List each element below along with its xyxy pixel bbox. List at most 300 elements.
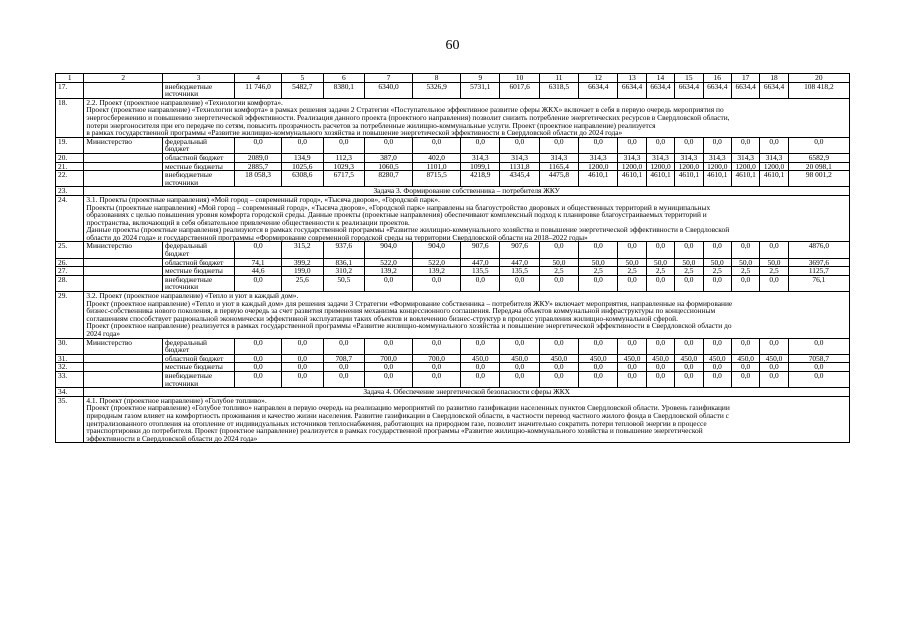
table-row [56, 153, 850, 162]
description-line: потери энергоносителя при его передаче по сетям, повысить прозрачность расчетов за потребленные жилищно-коммунальные услуги. Проект (проектное направление) реализуется [86, 120, 656, 130]
value-cell: 44,6 [235, 267, 282, 276]
value-cell: 199,0 [282, 267, 324, 276]
value-cell: 2885,7 [235, 162, 282, 171]
funding-source-cell: областной бюджет [163, 153, 235, 162]
value-cell: 450,0 [539, 354, 578, 363]
value-cell: 4610,1 [731, 171, 759, 187]
value-cell: 450,0 [646, 354, 674, 363]
value-cell: 399,2 [282, 258, 324, 267]
responsible-cell [84, 354, 163, 363]
value-cell: 0,0 [618, 338, 646, 354]
value-cell: 0,0 [703, 338, 731, 354]
value-cell: 0,0 [760, 275, 788, 291]
project-description-row [56, 195, 850, 242]
description-line: 2.2. Проект (проектное направление) «Технологии комфорта». [86, 98, 283, 107]
total-cell: 76,1 [788, 275, 849, 291]
value-cell: 0,0 [235, 371, 282, 387]
value-cell: 700,0 [365, 354, 413, 363]
value-cell: 2,5 [703, 267, 731, 276]
row-index: 34. [56, 388, 84, 397]
value-cell: 0,0 [323, 363, 365, 372]
description-line: в рамках государственной программы «Развитие жилищно-коммунального хозяйства и повышение энергетической эффективности в Свердловской области до 2024 года» [86, 128, 623, 138]
column-number: 18 [760, 74, 788, 83]
value-cell: 314,3 [618, 153, 646, 162]
value-cell: 450,0 [760, 354, 788, 363]
column-number: 15 [675, 74, 703, 83]
table-row [56, 275, 850, 291]
project-description [84, 98, 850, 137]
value-cell: 0,0 [413, 338, 461, 354]
value-cell: 0,0 [579, 363, 618, 372]
row-index: 33. [56, 371, 84, 387]
value-cell: 6634,4 [646, 82, 674, 98]
value-cell: 0,0 [760, 371, 788, 387]
value-cell: 2,5 [731, 267, 759, 276]
responsible-cell [84, 275, 163, 291]
value-cell: 0,0 [760, 338, 788, 354]
row-index: 18. [56, 98, 84, 137]
row-index: 28. [56, 275, 84, 291]
value-cell: 0,0 [235, 137, 282, 153]
description-line: Проекты (проектные направления) «Мой город – современный город», «Тысяча дворов», «Городской парк» направлены на благоустройство дворовых и общественных территорий в муниципальных [86, 202, 711, 212]
value-cell: 0,0 [500, 363, 539, 372]
value-cell: 0,0 [539, 275, 578, 291]
value-cell: 836,1 [323, 258, 365, 267]
value-cell: 4610,1 [618, 171, 646, 187]
value-cell: 314,3 [539, 153, 578, 162]
value-cell: 6318,5 [539, 82, 578, 98]
funding-source-cell: внебюджетные источники [163, 171, 235, 187]
value-cell: 450,0 [579, 354, 618, 363]
value-cell: 2089,0 [235, 153, 282, 162]
value-cell: 50,0 [618, 258, 646, 267]
value-cell: 0,0 [675, 242, 703, 258]
column-number: 17 [731, 74, 759, 83]
value-cell: 0,0 [618, 137, 646, 153]
value-cell: 6634,4 [675, 82, 703, 98]
value-cell: 0,0 [703, 137, 731, 153]
total-cell: 0,0 [788, 338, 849, 354]
header-row [56, 74, 850, 83]
responsible-cell [84, 371, 163, 387]
value-cell: 708,7 [323, 354, 365, 363]
table-row [56, 137, 850, 153]
value-cell: 0,0 [731, 338, 759, 354]
funding-source-cell: местные бюджеты [163, 267, 235, 276]
column-number: 2 [84, 74, 163, 83]
funding-source-cell: внебюджетные источники [163, 371, 235, 387]
value-cell: 50,0 [646, 258, 674, 267]
value-cell: 0,0 [365, 338, 413, 354]
responsible-cell [84, 82, 163, 98]
page-number: 60 [445, 38, 460, 53]
column-number: 3 [163, 74, 235, 83]
value-cell: 937,6 [323, 242, 365, 258]
table-row [56, 162, 850, 171]
column-number: 13 [618, 74, 646, 83]
value-cell: 4218,9 [461, 171, 500, 187]
value-cell: 314,3 [675, 153, 703, 162]
value-cell: 0,0 [760, 363, 788, 372]
table-row [56, 338, 850, 354]
value-cell: 5326,9 [413, 82, 461, 98]
value-cell: 0,0 [731, 242, 759, 258]
value-cell: 0,0 [579, 371, 618, 387]
value-cell: 0,0 [413, 137, 461, 153]
value-cell: 1200,0 [675, 162, 703, 171]
value-cell: 0,0 [703, 275, 731, 291]
description-line: энергосбережению и повышению энергетической эффективности. Реализация данного проекта (проектного направления) позволит снизить потребление энергетических ресурсов в Свердловской области, [86, 112, 730, 122]
task-title: Задача 3. Формирование собственника – потребителя ЖКУ [84, 187, 850, 196]
column-number: 14 [646, 74, 674, 83]
responsible-cell [84, 153, 163, 162]
description-line: Данные проекты (проектные направления) реализуются в рамках государственной программы «Развитие жилищно-коммунального хозяйства и повышение энергетической эффективности в Свердловской [86, 225, 730, 235]
value-cell: 134,9 [282, 153, 324, 162]
table-row [56, 171, 850, 187]
value-cell: 522,0 [413, 258, 461, 267]
row-index: 21. [56, 162, 84, 171]
funding-source-cell: областной бюджет [163, 354, 235, 363]
total-cell: 1125,7 [788, 267, 849, 276]
value-cell: 0,0 [461, 338, 500, 354]
value-cell: 0,0 [323, 338, 365, 354]
description-line: 2024 года» [86, 329, 121, 338]
task-title: Задача 4. Обеспечение энергетической безопасности сферы ЖКХ [84, 388, 850, 397]
value-cell: 0,0 [731, 371, 759, 387]
description-line: пространства, включающий в себя обязательное привлечение общественности к реализации проектов. [86, 217, 410, 227]
row-index: 20. [56, 153, 84, 162]
value-cell: 402,0 [413, 153, 461, 162]
value-cell: 310,2 [323, 267, 365, 276]
funding-source-cell: внебюджетные источники [163, 275, 235, 291]
description-line: бизнес-собственника нового поколения, в первую очередь за счет развития применения механизма концессионного соглашения. Передача объектов коммунальной инфраструктуры по концессионным [86, 306, 716, 316]
value-cell: 0,0 [675, 338, 703, 354]
value-cell: 450,0 [703, 354, 731, 363]
total-cell: 0,0 [788, 137, 849, 153]
value-cell: 314,3 [646, 153, 674, 162]
value-cell: 8280,7 [365, 171, 413, 187]
column-number: 8 [413, 74, 461, 83]
value-cell: 0,0 [618, 371, 646, 387]
value-cell: 4475,8 [539, 171, 578, 187]
value-cell: 907,6 [500, 242, 539, 258]
value-cell: 0,0 [500, 275, 539, 291]
value-cell: 0,0 [731, 363, 759, 372]
value-cell: 0,0 [413, 371, 461, 387]
value-cell: 0,0 [500, 338, 539, 354]
value-cell: 4610,1 [703, 171, 731, 187]
value-cell: 6634,4 [731, 82, 759, 98]
value-cell: 0,0 [539, 371, 578, 387]
value-cell: 0,0 [675, 137, 703, 153]
value-cell: 1060,5 [365, 162, 413, 171]
value-cell: 6717,5 [323, 171, 365, 187]
value-cell: 314,3 [703, 153, 731, 162]
value-cell: 2,5 [760, 267, 788, 276]
value-cell: 6634,4 [760, 82, 788, 98]
description-line: 4.1. Проект (проектное направление) «Голубое топливо». [86, 396, 267, 405]
project-description [84, 396, 850, 443]
value-cell: 139,2 [365, 267, 413, 276]
value-cell: 0,0 [461, 275, 500, 291]
value-cell: 0,0 [675, 371, 703, 387]
responsible-cell [84, 267, 163, 276]
total-cell: 0,0 [788, 363, 849, 372]
value-cell: 0,0 [235, 242, 282, 258]
project-description [84, 195, 850, 242]
project-description [84, 292, 850, 339]
value-cell: 4610,1 [646, 171, 674, 187]
value-cell: 6308,6 [282, 171, 324, 187]
value-cell: 387,0 [365, 153, 413, 162]
value-cell: 0,0 [235, 354, 282, 363]
value-cell: 0,0 [760, 137, 788, 153]
funding-source-cell: федеральный бюджет [163, 137, 235, 153]
value-cell: 0,0 [461, 371, 500, 387]
value-cell: 4610,1 [675, 171, 703, 187]
value-cell: 0,0 [323, 137, 365, 153]
value-cell: 11 746,0 [235, 82, 282, 98]
value-cell: 700,0 [413, 354, 461, 363]
responsible-cell [84, 363, 163, 372]
value-cell: 450,0 [461, 354, 500, 363]
value-cell: 0,0 [461, 137, 500, 153]
value-cell: 450,0 [675, 354, 703, 363]
column-number: 5 [282, 74, 324, 83]
value-cell: 450,0 [500, 354, 539, 363]
value-cell: 2,5 [675, 267, 703, 276]
description-line: области до 2024 года» и государственной программы «Формирование современной городской среды на территории Свердловской области на 2018–2022 годы» [86, 232, 588, 242]
value-cell: 1131,8 [500, 162, 539, 171]
total-cell: 98 001,2 [788, 171, 849, 187]
description-line: соглашениям способствует рациональной экономически эффективной эксплуатации таких объектов и вовлечению бизнес-структур в процесс управления жилищно-коммунальной сферой. [86, 313, 678, 323]
value-cell: 522,0 [365, 258, 413, 267]
value-cell: 0,0 [675, 275, 703, 291]
table-row [56, 267, 850, 276]
responsible-cell: Министерство [84, 338, 163, 354]
value-cell: 0,0 [235, 363, 282, 372]
value-cell: 0,0 [282, 137, 324, 153]
column-number: 20 [788, 74, 849, 83]
value-cell: 447,0 [461, 258, 500, 267]
value-cell: 5731,1 [461, 82, 500, 98]
responsible-cell: Министерство [84, 242, 163, 258]
row-index: 32. [56, 363, 84, 372]
row-index: 23. [56, 187, 84, 196]
value-cell: 50,0 [731, 258, 759, 267]
value-cell: 447,0 [500, 258, 539, 267]
table-row [56, 371, 850, 387]
value-cell: 0,0 [618, 275, 646, 291]
value-cell: 0,0 [413, 275, 461, 291]
description-line: 3.1. Проекты (проектные направления) «Мой город – современный город», «Тысяча дворов», «Городской парк». [86, 195, 440, 204]
value-cell: 1200,0 [731, 162, 759, 171]
value-cell: 0,0 [539, 338, 578, 354]
value-cell: 0,0 [646, 371, 674, 387]
column-number: 9 [461, 74, 500, 83]
value-cell: 0,0 [646, 363, 674, 372]
value-cell: 4345,4 [500, 171, 539, 187]
value-cell: 0,0 [703, 371, 731, 387]
value-cell: 6634,4 [579, 82, 618, 98]
row-index: 22. [56, 171, 84, 187]
funding-source-cell: федеральный бюджет [163, 338, 235, 354]
row-index: 26. [56, 258, 84, 267]
value-cell: 1200,0 [646, 162, 674, 171]
funding-source-cell: местные бюджеты [163, 162, 235, 171]
row-index: 25. [56, 242, 84, 258]
task-row [56, 388, 850, 397]
value-cell: 0,0 [579, 338, 618, 354]
value-cell: 1200,0 [760, 162, 788, 171]
value-cell: 0,0 [282, 354, 324, 363]
value-cell: 1029,3 [323, 162, 365, 171]
value-cell: 1200,0 [703, 162, 731, 171]
description-line: транспортировки до потребителя. Проект (проектное направление) реализуется в рамках государственной программы «Развитие жилищно-коммунального хозяйства и повышение энергетической [86, 426, 703, 436]
value-cell: 0,0 [618, 363, 646, 372]
project-description-row [56, 396, 850, 443]
value-cell: 135,5 [461, 267, 500, 276]
value-cell: 1165,4 [539, 162, 578, 171]
row-index: 27. [56, 267, 84, 276]
total-cell: 3697,6 [788, 258, 849, 267]
column-number: 12 [579, 74, 618, 83]
value-cell: 904,0 [365, 242, 413, 258]
value-cell: 0,0 [579, 137, 618, 153]
table-row [56, 82, 850, 98]
value-cell: 139,2 [413, 267, 461, 276]
row-index: 19. [56, 137, 84, 153]
value-cell: 0,0 [539, 242, 578, 258]
value-cell: 0,0 [539, 363, 578, 372]
column-number: 10 [500, 74, 539, 83]
value-cell: 0,0 [646, 275, 674, 291]
value-cell: 0,0 [235, 275, 282, 291]
value-cell: 18 058,3 [235, 171, 282, 187]
value-cell: 314,3 [760, 153, 788, 162]
column-number: 4 [235, 74, 282, 83]
row-index: 35. [56, 396, 84, 443]
value-cell: 0,0 [365, 275, 413, 291]
value-cell: 1101,0 [413, 162, 461, 171]
value-cell: 0,0 [703, 242, 731, 258]
value-cell: 314,3 [579, 153, 618, 162]
value-cell: 50,0 [675, 258, 703, 267]
description-line: Проект (проектное направление) «Голубое топливо» направлен в первую очередь на реализацию мероприятий по развитию газификации населенных пунктов Свердловской области. Уровень газификации [86, 403, 730, 413]
value-cell: 25,6 [282, 275, 324, 291]
value-cell: 6340,0 [365, 82, 413, 98]
value-cell: 6634,4 [703, 82, 731, 98]
responsible-cell [84, 171, 163, 187]
value-cell: 0,0 [365, 371, 413, 387]
funding-source-cell: федеральный бюджет [163, 242, 235, 258]
total-cell: 7058,7 [788, 354, 849, 363]
total-cell: 6582,9 [788, 153, 849, 162]
funding-source-cell: внебюджетные источники [163, 82, 235, 98]
value-cell: 112,3 [323, 153, 365, 162]
value-cell: 0,0 [618, 242, 646, 258]
funding-source-cell: областной бюджет [163, 258, 235, 267]
value-cell: 0,0 [323, 371, 365, 387]
column-number: 6 [323, 74, 365, 83]
value-cell: 0,0 [703, 363, 731, 372]
value-cell: 50,0 [579, 258, 618, 267]
value-cell: 450,0 [618, 354, 646, 363]
value-cell: 0,0 [235, 338, 282, 354]
value-cell: 6634,4 [618, 82, 646, 98]
value-cell: 8715,5 [413, 171, 461, 187]
value-cell: 50,0 [703, 258, 731, 267]
value-cell: 135,5 [500, 267, 539, 276]
value-cell: 904,0 [413, 242, 461, 258]
value-cell: 2,5 [646, 267, 674, 276]
value-cell: 4610,1 [760, 171, 788, 187]
value-cell: 0,0 [646, 338, 674, 354]
column-number: 1 [56, 74, 84, 83]
value-cell: 0,0 [731, 275, 759, 291]
value-cell: 5482,7 [282, 82, 324, 98]
total-cell: 20 098,1 [788, 162, 849, 171]
column-number: 11 [539, 74, 578, 83]
description-line: природным газом влияет на комфортность проживания и качество жизни населения. Развитие газификации в Свердловской области, в частности перевод частного жилого фонда в Свердловской области с [86, 410, 729, 420]
value-cell: 74,1 [235, 258, 282, 267]
value-cell: 0,0 [282, 371, 324, 387]
description-line: образованиях с целью повышения уровня комфорта городской среды. Данные проекты (проектные направления) обеспечивают комплексный подход к планировке благоустраиваемых территорий и [86, 210, 707, 220]
value-cell: 315,2 [282, 242, 324, 258]
table-row [56, 242, 850, 258]
value-cell: 0,0 [461, 363, 500, 372]
project-description-row [56, 98, 850, 137]
description-line: централизованного отопления на отопление от индивидуальных источников теплоснабжения, работающих на природном газе, позволит значительно сократить потери тепловой энергии в процессе [86, 418, 707, 428]
value-cell: 50,0 [539, 258, 578, 267]
value-cell: 314,3 [461, 153, 500, 162]
responsible-cell: Министерство [84, 137, 163, 153]
task-row [56, 187, 850, 196]
total-cell: 108 418,2 [788, 82, 849, 98]
value-cell: 0,0 [500, 371, 539, 387]
description-line: Проект (проектное направление) «Технологии комфорта» в рамках решения задачи 2 Стратегии «Поступательное эффективное развитие сферы ЖКХ» включает в себя в первую очередь мероприятия по [86, 105, 724, 115]
row-index: 17. [56, 82, 84, 98]
value-cell: 4610,1 [579, 171, 618, 187]
value-cell: 1200,0 [579, 162, 618, 171]
value-cell: 0,0 [282, 338, 324, 354]
value-cell: 50,0 [760, 258, 788, 267]
row-index: 31. [56, 354, 84, 363]
value-cell: 314,3 [500, 153, 539, 162]
table-row [56, 258, 850, 267]
budget-table [55, 73, 850, 443]
value-cell: 907,6 [461, 242, 500, 258]
responsible-cell [84, 258, 163, 267]
description-line: 3.2. Проект (проектное направление) «Тепло и уют в каждый дом». [86, 291, 299, 301]
column-number: 7 [365, 74, 413, 83]
total-cell: 4876,0 [788, 242, 849, 258]
funding-source-cell: местные бюджеты [163, 363, 235, 372]
value-cell: 2,5 [539, 267, 578, 276]
value-cell: 450,0 [731, 354, 759, 363]
value-cell: 1200,0 [618, 162, 646, 171]
responsible-cell [84, 162, 163, 171]
row-index: 30. [56, 338, 84, 354]
value-cell: 8380,1 [323, 82, 365, 98]
value-cell: 0,0 [365, 363, 413, 372]
project-description-row [56, 292, 850, 339]
total-cell: 0,0 [788, 371, 849, 387]
value-cell: 0,0 [365, 137, 413, 153]
description-line: эффективности в Свердловской области до 2024 года» [86, 433, 258, 443]
description-line: Проект (проектное направление) «Тепло и уют в каждый дом» для решения задачи 3 Стратегии «Формирование собственника – потребителя ЖКУ» включает мероприятия, направленные на формирование [86, 298, 733, 308]
column-number: 16 [703, 74, 731, 83]
